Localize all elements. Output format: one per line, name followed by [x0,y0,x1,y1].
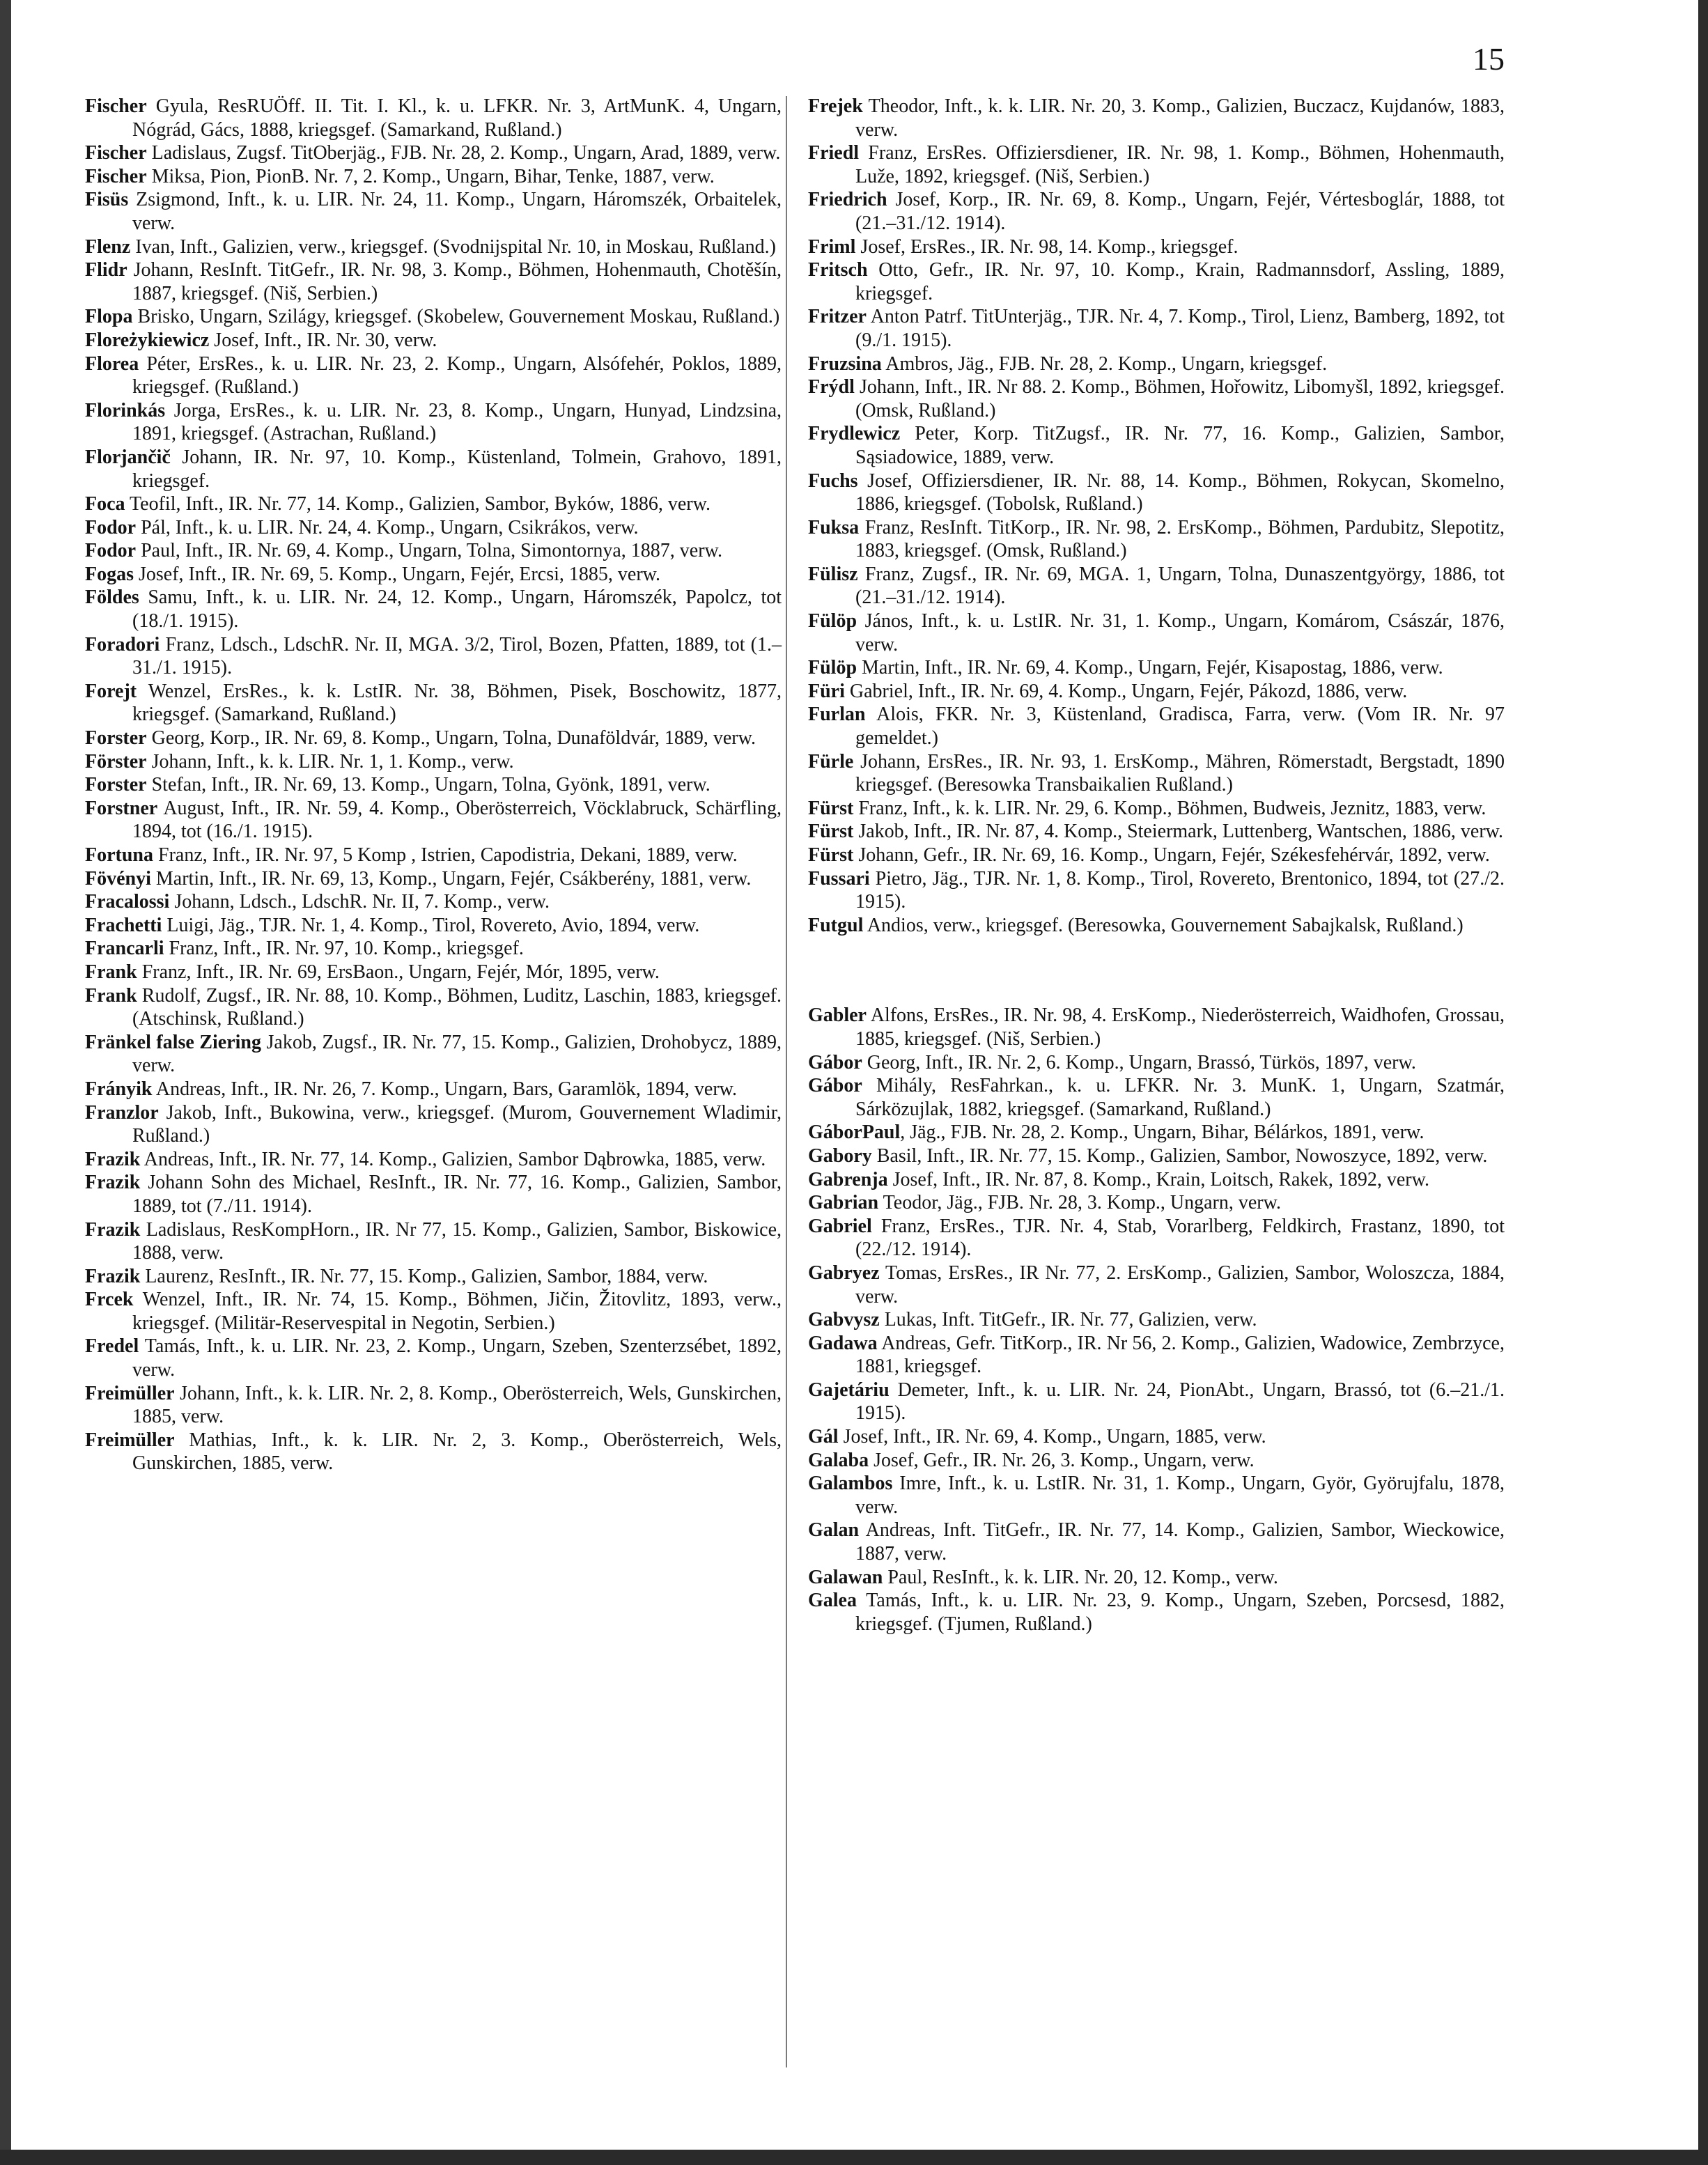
entry-surname: Fürst [808,797,854,819]
entry-surname: Galaba [808,1449,869,1471]
list-item [85,399,782,446]
list-item [808,1168,1505,1192]
entry-surname: Fülöp [808,657,857,679]
entry-details: Ladislaus, ResKompHorn., IR. Nr 77, 15. Komp., Galizien, Sambor, Biskowice, 1888, verw. [132,1218,782,1264]
entry-details: Peter, Korp. TitZugsf., IR. Nr. 77, 16. Komp., Galizien, Sambor, Sąsiadowice, 1889, verw. [855,423,1505,468]
entry-details: Mathias, Inft., k. k. LIR. Nr. 2, 3. Komp., Oberösterreich, Wels, Gunskirchen, 1885, verw. [132,1429,782,1475]
entry-surname: Gál [808,1426,839,1448]
list-item [85,1101,782,1148]
entry-surname: Friedl [808,142,860,164]
list-item [85,1148,782,1172]
list-item [808,914,1505,938]
f-entries [808,95,1505,937]
entry-surname: Gabryez [808,1262,880,1284]
entry-surname: Fürst [808,821,854,843]
list-item [808,375,1505,422]
entry-surname: GáborPaul [808,1122,901,1144]
right-column [808,95,1505,1636]
list-item [85,890,782,914]
entry-surname: Florea [85,352,139,375]
list-item [808,1379,1505,1425]
list-item [808,1566,1505,1590]
entry-surname: Freimüller [85,1382,175,1404]
entry-details: Péter, ErsRes., k. u. LIR. Nr. 23, 2. Komp., Ungarn, Alsófehér, Poklos, 1889, kriegsgef. (Rußland.) [132,352,782,398]
entry-surname: Galawan [808,1566,883,1588]
section-gap [808,937,1505,1004]
entry-details: Stefan, Inft., IR. Nr. 69, 13. Komp., Ungarn, Tolna, Gyönk, 1891, verw. [146,774,711,796]
entry-surname: Gabvysz [808,1309,880,1331]
entry-details: Josef, Inft., IR. Nr. 87, 8. Komp., Krain, Loitsch, Rakek, 1892, verw. [887,1168,1430,1190]
entry-surname: Gabrenja [808,1168,888,1190]
entry-details: Anton Patrf. TitUnterjäg., TJR. Nr. 4, 7. Komp., Tirol, Lienz, Bamberg, 1892, tot (9./1. 1915). [855,306,1505,351]
entry-details: Johann, Inft., k. k. LIR. Nr. 2, 8. Komp., Oberösterreich, Wels, Gunskirchen, 1885, verw. [132,1382,782,1428]
list-item [85,539,782,563]
list-item [85,492,782,516]
list-item [85,1429,782,1475]
list-item [808,235,1505,259]
entry-surname: Gadawa [808,1332,878,1354]
list-item [85,1288,782,1335]
entry-surname: Fürle [808,750,854,773]
entry-surname: Füri [808,680,845,702]
entry-details: Josef, Gefr., IR. Nr. 26, 3. Komp., Ungarn, verw. [869,1449,1255,1471]
entry-details: Alois, FKR. Nr. 3, Küstenland, Gradisca, Farra, verw. (Vom IR. Nr. 97 gemeldet.) [855,704,1505,750]
entry-surname: Frydlewicz [808,423,901,445]
list-item [85,750,782,774]
entry-details: Tomas, ErsRes., IR Nr. 77, 2. ErsKomp., Galizien, Sambor, Woloszcza, 1884, verw. [855,1262,1505,1307]
entry-surname: Frazik [85,1218,141,1241]
entry-details: Franz, Zugsf., IR. Nr. 69, MGA. 1, Ungarn, Tolna, Dunaszentgyörgy, 1886, tot (21.–31./12. 1914). [855,563,1505,609]
entry-surname: Frýdl [808,376,855,398]
list-item [808,1144,1505,1168]
entry-surname: Földes [85,587,139,609]
list-item [808,1425,1505,1449]
entry-details: Martin, Inft., IR. Nr. 69, 4. Komp., Ungarn, Fejér, Kisapostag, 1886, verw. [857,657,1443,679]
entry-details: Josef, Korp., IR. Nr. 69, 8. Komp., Ungarn, Fejér, Vértesboglár, 1888, tot (21.–31./12. 1914). [855,189,1505,234]
entry-surname: Fritzer [808,306,867,328]
entry-surname: Fracalossi [85,891,170,913]
entry-surname: Flopa [85,306,133,328]
entry-surname: Gábor [808,1051,862,1073]
list-item [85,1382,782,1429]
entry-surname: Fruzsina [808,352,882,375]
entry-surname: Floreżykiewicz [85,329,210,351]
entry-surname: Frcek [85,1289,134,1311]
entry-details: Andreas, Inft. TitGefr., IR. Nr. 77, 14. Komp., Galizien, Sambor, Wieckowice, 1887, verw. [855,1519,1505,1565]
entry-details: Johann, Gefr., IR. Nr. 69, 16. Komp., Ungarn, Fejér, Székesfehérvár, 1892, verw. [853,844,1490,866]
entry-details: Jakob, Zugsf., IR. Nr. 77, 15. Komp., Galizien, Drohobycz, 1889, verw. [132,1031,782,1077]
entry-details: Gabriel, Inft., IR. Nr. 69, 4. Komp., Ungarn, Fejér, Pákozd, 1886, verw. [844,680,1408,702]
entry-surname: Frank [85,961,137,983]
entry-surname: Fränkel false Ziering [85,1031,261,1053]
entry-details: Josef, Inft., IR. Nr. 69, 5. Komp., Ungarn, Fejér, Ercsi, 1885, verw. [134,563,661,585]
list-item [808,610,1505,656]
entry-details: Pietro, Jäg., TJR. Nr. 1, 8. Komp., Tirol, Rovereto, Brentonico, 1894, tot (27./2. 1915). [855,867,1505,913]
entry-details: Johann, Inft., k. k. LIR. Nr. 1, 1. Komp., verw. [146,750,514,773]
list-item [808,305,1505,352]
list-item [808,1332,1505,1379]
list-item [85,305,782,329]
entry-details: Andreas, Inft., IR. Nr. 26, 7. Komp., Ungarn, Bars, Garamlök, 1894, verw. [152,1078,738,1100]
entry-surname: Galambos [808,1473,893,1495]
entry-details: Franz, Inft., IR. Nr. 97, 5 Komp , Istrien, Capodistria, Dekani, 1889, verw. [153,844,738,866]
entry-details: Johann, ResInft. TitGefr., IR. Nr. 98, 3. Komp., Böhmen, Hohenmauth, Chotěšín, 1887, kriegsgef. (Niš, Serbien.) [127,259,782,304]
entry-surname: Fodor [85,516,137,538]
list-item [85,773,782,797]
list-item [85,867,782,891]
entry-details: János, Inft., k. u. LstIR. Nr. 31, 1. Komp., Ungarn, Komárom, Császár, 1876, verw. [855,610,1505,655]
entry-details: Josef, ErsRes., IR. Nr. 98, 14. Komp., kriegsgef. [855,235,1239,258]
list-item [808,750,1505,797]
list-item [808,470,1505,516]
entry-details: Teofil, Inft., IR. Nr. 77, 14. Komp., Galizien, Sambor, Byków, 1886, verw. [125,493,711,515]
entry-details: Franz, ErsRes., TJR. Nr. 4, Stab, Vorarlberg, Feldkirch, Frastanz, 1890, tot (22./12. 1914). [855,1215,1505,1261]
entry-details: Luigi, Jäg., TJR. Nr. 1, 4. Komp., Tirol, Rovereto, Avio, 1894, verw. [162,914,700,936]
list-item [808,1308,1505,1332]
list-item [85,680,782,727]
entry-surname: Fortuna [85,844,153,866]
list-item [808,1449,1505,1473]
entry-surname: Freimüller [85,1429,175,1451]
entry-details: Pál, Inft., k. u. LIR. Nr. 24, 4. Komp., Ungarn, Csikrákos, verw. [136,516,639,538]
left-column [85,95,782,1475]
entry-details: Imre, Inft., k. u. LstIR. Nr. 31, 1. Komp., Ungarn, Györ, Györujfalu, 1878, verw. [855,1473,1505,1518]
list-item [808,1215,1505,1262]
entry-details: Ambros, Jäg., FJB. Nr. 28, 2. Komp., Ungarn, kriegsgef. [881,352,1328,375]
entry-surname: Friml [808,235,856,258]
entry-surname: Flidr [85,259,127,281]
list-item [808,703,1505,750]
list-item [808,141,1505,188]
scan-border-bottom [0,2150,1708,2165]
list-item [85,329,782,352]
entry-surname: Fodor [85,540,137,562]
entry-surname: Gabrian [808,1192,879,1214]
entry-surname: Forster [85,727,147,750]
entry-surname: Flenz [85,235,131,258]
scan-border-right [1698,0,1708,2165]
entry-surname: Florinkás [85,399,166,421]
entry-surname: Gábor [808,1075,862,1097]
entry-details: , Jäg., FJB. Nr. 28, 2. Komp., Ungarn, Bihar, Bélárkos, 1891, verw. [900,1122,1424,1144]
list-item [808,1121,1505,1144]
list-item [85,844,782,867]
entry-details: Josef, Inft., IR. Nr. 69, 4. Komp., Ungarn, 1885, verw. [838,1426,1266,1448]
list-item [85,188,782,235]
entry-surname: Frazik [85,1148,141,1170]
entry-details: Alfons, ErsRes., IR. Nr. 98, 4. ErsKomp., Niederösterreich, Waidhofen, Grossau, 1885, kriegsgef. (Niš, Serbien.) [855,1004,1505,1050]
list-item [808,422,1505,469]
list-item [808,797,1505,821]
entry-surname: Fülöp [808,610,857,633]
g-entries [808,1004,1505,1636]
list-item [808,1262,1505,1308]
entry-details: Johann, ErsRes., IR. Nr. 93, 1. ErsKomp., Mähren, Römerstadt, Bergstadt, 1890 kriegsgef. (Beresowka Transbaikalien Rußland.) [853,750,1505,796]
entry-details: Georg, Inft., IR. Nr. 2, 6. Komp., Ungarn, Brassó, Türkös, 1897, verw. [862,1051,1416,1073]
entry-details: Brisko, Ungarn, Szilágy, kriegsgef. (Skobelew, Gouvernement Moskau, Rußland.) [132,306,780,328]
entry-surname: Gabriel [808,1215,872,1237]
entry-details: Rudolf, Zugsf., IR. Nr. 88, 10. Komp., Böhmen, Luditz, Laschin, 1883, kriegsgef. (Atschinsk, Rußland.) [132,984,782,1030]
list-item [808,820,1505,844]
entry-details: Josef, Offiziersdiener, IR. Nr. 88, 14. Komp., Böhmen, Rokycan, Skomelno, 1886, kriegsgef. (Tobolsk, Rußland.) [855,470,1505,515]
entry-surname: Frachetti [85,914,162,936]
entry-details: Johann, Ldsch., LdschR. Nr. II, 7. Komp., verw. [169,891,550,913]
entry-details: Zsigmond, Inft., k. u. LIR. Nr. 24, 11. Komp., Ungarn, Háromszék, Orbaitelek, verw. [128,189,782,234]
entry-surname: Fritsch [808,259,868,281]
entry-details: Martin, Inft., IR. Nr. 69, 13, Komp., Ungarn, Fejér, Csákberény, 1881, verw. [150,867,752,890]
entry-surname: Gajetáriu [808,1379,890,1401]
entry-details: Andios, verw., kriegsgef. (Beresowka, Gouvernement Sabajkalsk, Rußland.) [863,914,1464,936]
list-item [85,352,782,399]
entry-surname: Fischer [85,142,147,164]
list-item [85,141,782,165]
entry-surname: Fuksa [808,516,860,538]
list-item [85,797,782,844]
list-item [85,1078,782,1101]
column-divider [786,96,787,2067]
entry-details: Andreas, Inft., IR. Nr. 77, 14. Komp., Galizien, Sambor Dąbrowka, 1885, verw. [140,1148,766,1170]
entry-surname: Foradori [85,633,160,655]
list-item [808,1519,1505,1565]
entry-surname: Furlan [808,704,866,726]
entry-details: Gyula, ResRUÖff. II. Tit. I. Kl., k. u. LFKR. Nr. 3, ArtMunK. 4, Ungarn, Nógrád, Gács, 1888, kriegsgef. (Samarkand, Rußland.) [132,95,782,141]
entry-details: Ivan, Inft., Galizien, verw., kriegsgef. (Svodnijspital Nr. 10, in Moskau, Rußland.) [130,235,776,258]
entry-details: Wenzel, Inft., IR. Nr. 74, 15. Komp., Böhmen, Jičin, Žitovlitz, 1893, verw., kriegsgef. (Militär-Reservespital in Negotin, Serbien.) [132,1289,782,1334]
entry-surname: Galea [808,1590,857,1612]
entry-surname: Fuchs [808,470,858,492]
list-item [85,586,782,633]
list-item [808,516,1505,563]
entry-details: Franz, ResInft. TitKorp., IR. Nr. 98, 2. ErsKomp., Böhmen, Pardubitz, Slepotitz, 1883, kriegsgef. (Omsk, Rußland.) [855,516,1505,562]
list-item [85,165,782,189]
scan-border-left [0,0,11,2165]
entry-details: Andreas, Gefr. TitKorp., IR. Nr 56, 2. Komp., Galizien, Wadowice, Zembrzyce, 1881, kriegsgef. [855,1332,1505,1378]
entry-surname: Förster [85,750,147,773]
list-item [808,680,1505,704]
entry-details: Josef, Inft., IR. Nr. 30, verw. [209,329,437,351]
entry-surname: Franzlor [85,1101,159,1124]
list-item [85,516,782,540]
entry-details: Miksa, Pion, PionB. Nr. 7, 2. Komp., Ungarn, Bihar, Tenke, 1887, verw. [146,165,715,187]
entry-details: Teodor, Jäg., FJB. Nr. 28, 3. Komp., Ungarn, verw. [878,1192,1282,1214]
list-item [85,1335,782,1381]
list-item [85,563,782,587]
list-item [808,95,1505,141]
entry-surname: Gabler [808,1004,867,1027]
entry-details: Paul, ResInft., k. k. LIR. Nr. 20, 12. Komp., verw. [883,1566,1278,1588]
entry-details: Johann, IR. Nr. 97, 10. Komp., Küstenland, Tolmein, Grahovo, 1891, kriegsgef. [132,446,782,492]
entry-surname: Frank [85,984,137,1007]
list-item [808,844,1505,867]
entry-surname: Florjančič [85,446,171,468]
list-item [85,258,782,305]
entry-details: Johann, Inft., IR. Nr 88. 2. Komp., Böhmen, Hořowitz, Libomyšl, 1892, kriegsgef. (Omsk, Rußland.) [854,376,1505,421]
entry-surname: Fülisz [808,563,858,585]
list-item [85,633,782,680]
list-item [85,961,782,984]
entry-surname: Frazik [85,1265,141,1287]
list-item [85,1265,782,1289]
entry-details: Franz, Inft., IR. Nr. 69, ErsBaon., Ungarn, Fejér, Mór, 1895, verw. [137,961,660,983]
entry-surname: Fredel [85,1335,139,1358]
entry-details: Franz, Ldsch., LdschR. Nr. II, MGA. 3/2, Tirol, Bozen, Pfatten, 1889, tot (1.–31./1. 1915). [132,633,782,679]
list-item [85,1218,782,1265]
entry-surname: Fischer [85,165,147,187]
entry-details: August, Inft., IR. Nr. 59, 4. Komp., Oberösterreich, Vöcklabruck, Schärfling, 1894, tot (16./1. 1915). [132,797,782,843]
entry-surname: Fövényi [85,867,151,890]
entry-surname: Frazik [85,1172,141,1194]
entry-surname: Fürst [808,844,854,866]
entry-details: Franz, Inft., IR. Nr. 97, 10. Komp., kriegsgef. [164,938,524,960]
list-item [808,563,1505,610]
entry-surname: Gabory [808,1144,872,1167]
entry-details: Basil, Inft., IR. Nr. 77, 15. Komp., Galizien, Sambor, Nowoszyce, 1892, verw. [871,1144,1488,1167]
entry-details: Ladislaus, Zugsf. TitOberjäg., FJB. Nr. 28, 2. Komp., Ungarn, Arad, 1889, verw. [146,142,781,164]
entry-surname: Frányik [85,1078,153,1100]
list-item [808,1472,1505,1519]
entry-details: Samu, Inft., k. u. LIR. Nr. 24, 12. Komp., Ungarn, Háromszék, Papolcz, tot (18./1. 1915). [132,587,782,633]
entry-details: Lukas, Inft. TitGefr., IR. Nr. 77, Galizien, verw. [879,1309,1257,1331]
entry-details: Mihály, ResFahrkan., k. u. LFKR. Nr. 3. MunK. 1, Ungarn, Szatmár, Sárközujlak, 1882, kriegsgef. (Samarkand, Rußland.) [855,1075,1505,1120]
page-number: 15 [1473,41,1505,77]
entry-details: Demeter, Inft., k. u. LIR. Nr. 24, PionAbt., Ungarn, Brassó, tot (6.–21./1. 1915). [855,1379,1505,1425]
entry-surname: Galan [808,1519,860,1542]
list-item [808,867,1505,914]
entry-details: Wenzel, ErsRes., k. k. LstIR. Nr. 38, Böhmen, Pisek, Boschowitz, 1877, kriegsgef. (Samarkand, Rußland.) [132,680,782,726]
list-item [85,1171,782,1218]
entry-details: Jakob, Inft., IR. Nr. 87, 4. Komp., Steiermark, Luttenberg, Wantschen, 1886, verw. [853,821,1504,843]
list-item [85,1031,782,1078]
entry-surname: Forejt [85,680,137,702]
entry-surname: Fischer [85,95,147,117]
entry-details: Paul, Inft., IR. Nr. 69, 4. Komp., Ungarn, Tolna, Simontornya, 1887, verw. [136,540,722,562]
list-item [85,937,782,961]
list-item [808,258,1505,305]
entry-surname: Frejek [808,95,863,117]
entry-details: Otto, Gefr., IR. Nr. 97, 10. Komp., Krain, Radmannsdorf, Assling, 1889, kriegsgef. [855,259,1505,304]
entry-surname: Foca [85,493,125,515]
entry-details: Georg, Korp., IR. Nr. 69, 8. Komp., Ungarn, Tolna, Dunaföldvár, 1889, verw. [146,727,756,750]
entry-details: Johann Sohn des Michael, ResInft., IR. Nr. 77, 16. Komp., Galizien, Sambor, 1889, tot (7./11. 1914). [132,1172,782,1217]
list-item [85,727,782,750]
list-item [808,1004,1505,1050]
list-item [85,95,782,141]
entry-details: Tamás, Inft., k. u. LIR. Nr. 23, 9. Komp., Ungarn, Szeben, Porcsesd, 1882, kriegsgef. (Tjumen, Rußland.) [855,1590,1505,1635]
entry-details: Tamás, Inft., k. u. LIR. Nr. 23, 2. Komp., Ungarn, Szeben, Szenterzsébet, 1892, verw. [132,1335,782,1381]
list-item [85,446,782,492]
list-item [85,984,782,1031]
entry-surname: Fisüs [85,189,129,211]
list-item [808,1074,1505,1121]
list-item [808,1589,1505,1636]
list-item [808,188,1505,235]
entry-surname: Fogas [85,563,134,585]
entry-details: Theodor, Inft., k. k. LIR. Nr. 20, 3. Komp., Galizien, Buczacz, Kujdanów, 1883, verw. [855,95,1505,141]
entry-surname: Francarli [85,938,164,960]
list-item [808,1191,1505,1215]
entry-details: Franz, Inft., k. k. LIR. Nr. 29, 6. Komp., Böhmen, Budweis, Jeznitz, 1883, verw. [853,797,1486,819]
entry-details: Franz, ErsRes. Offiziersdiener, IR. Nr. 98, 1. Komp., Böhmen, Hohenmauth, Luže, 1892, kriegsgef. (Niš, Serbien.) [855,142,1505,187]
list-item [808,352,1505,376]
entry-details: Laurenz, ResInft., IR. Nr. 77, 15. Komp., Galizien, Sambor, 1884, verw. [140,1265,708,1287]
entry-surname: Forstner [85,797,158,819]
list-item [808,656,1505,680]
list-item [808,1051,1505,1075]
entry-details: Jakob, Inft., Bukowina, verw., kriegsgef. (Murom, Gouvernement Wladimir, Rußland.) [132,1101,782,1147]
list-item [85,914,782,938]
list-item [85,235,782,259]
entry-details: Jorga, ErsRes., k. u. LIR. Nr. 23, 8. Komp., Ungarn, Hunyad, Lindzsina, 1891, kriegsgef. (Astrachan, Rußland.) [132,399,782,445]
entry-surname: Fussari [808,867,870,890]
entry-surname: Futgul [808,914,864,936]
entry-surname: Forster [85,774,147,796]
entry-surname: Friedrich [808,189,887,211]
